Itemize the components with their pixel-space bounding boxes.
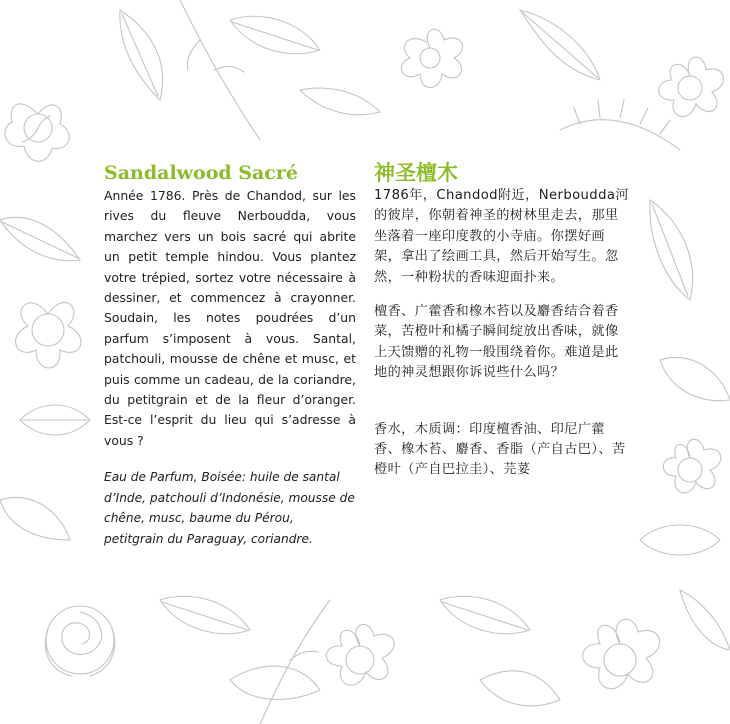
leaf-left-2-icon bbox=[20, 405, 90, 435]
chinese-paragraph-1: 1786年，Chandod附近，Nerboudda河的彼岸，你朝着神圣的树林里走去，那里坐落着一座印度教的小寺庙。你摆好画架，拿出了绘画工具，然后开始写生。忽然，一种粉状的香味迎面扑来。 bbox=[374, 188, 629, 285]
flower-top-center-icon bbox=[401, 29, 462, 87]
flower-bottom-center-icon bbox=[326, 625, 394, 686]
flower-bottom-right-icon bbox=[583, 619, 660, 688]
stem-top-icon bbox=[180, 0, 260, 140]
fern-top-right-icon bbox=[560, 100, 680, 150]
rose-bottom-left-icon bbox=[45, 606, 114, 676]
leaf-top-2-icon bbox=[230, 16, 320, 54]
leaf-bottom-2-icon bbox=[230, 666, 320, 699]
leaf-right-1-icon bbox=[650, 200, 693, 300]
french-notes: Eau de Parfum, Boisée: huile de santal d’Inde, patchouli d’Indonésie, mousse de chêne, musc, baume du Pérou, petitgrain du Paraguay, coriandre. bbox=[104, 470, 355, 546]
flower-top-left-icon bbox=[5, 104, 69, 161]
leaf-top-1-icon bbox=[120, 10, 163, 100]
stem-bottom-icon bbox=[260, 600, 330, 724]
chinese-paragraph-2: 檀香、广藿香和橡木苔以及麝香结合着香菜，苦橙叶和橘子瞬间绽放出香味，就像上天馈赠的礼物一般围绕着你。难道是此地的神灵想跟你诉说些什么吗？ bbox=[374, 304, 619, 381]
chinese-notes: 香水，木质调：印度檀香油、印尼广藿香、橡木苔、麝香、香脂（产自古巴）、苦橙叶（产自巴拉圭）、芫荽 bbox=[374, 421, 626, 478]
leaf-bottom-4-icon bbox=[480, 671, 560, 706]
flower-right-mid-icon bbox=[663, 439, 721, 493]
leaf-top-3-icon bbox=[520, 10, 600, 80]
chinese-title: 神圣檀木 bbox=[374, 161, 458, 185]
leaf-left-3-icon bbox=[0, 497, 70, 540]
flower-left-mid-icon bbox=[16, 302, 81, 368]
leaf-left-1-icon bbox=[0, 217, 80, 260]
french-body: Année 1786. Près de Chandod, sur les rives du fleuve Nerboudda, vous marchez vers un bois sacré qui abrite un petit temple hindou. Vous plantez votre trépied, sortez votre nécessaire à dessiner, et commencez à crayonner. Soudain, les notes poudrées d’un parfum s’imposent à vous. Santal, patchouli, mousse de chêne et musc, et puis comme un cadeau, de la coriandre, du petitgrain et de la fleur d’oranger. Est-ce l’esprit du lieu qui s’adresse à vous ? bbox=[104, 188, 356, 448]
leaf-bottom-3-icon bbox=[440, 596, 530, 634]
leaf-bottom-1-icon bbox=[160, 596, 250, 634]
french-column bbox=[104, 158, 356, 549]
leaf-bottom-5-icon bbox=[680, 590, 730, 650]
leaf-right-3-icon bbox=[640, 525, 720, 555]
chinese-column bbox=[374, 158, 630, 481]
leaf-right-2-icon bbox=[660, 357, 730, 400]
text-panel bbox=[98, 158, 634, 570]
french-title: Sandalwood Sacré bbox=[104, 162, 298, 184]
flower-top-right-icon bbox=[659, 57, 724, 116]
leaf-top-4-icon bbox=[300, 88, 380, 115]
